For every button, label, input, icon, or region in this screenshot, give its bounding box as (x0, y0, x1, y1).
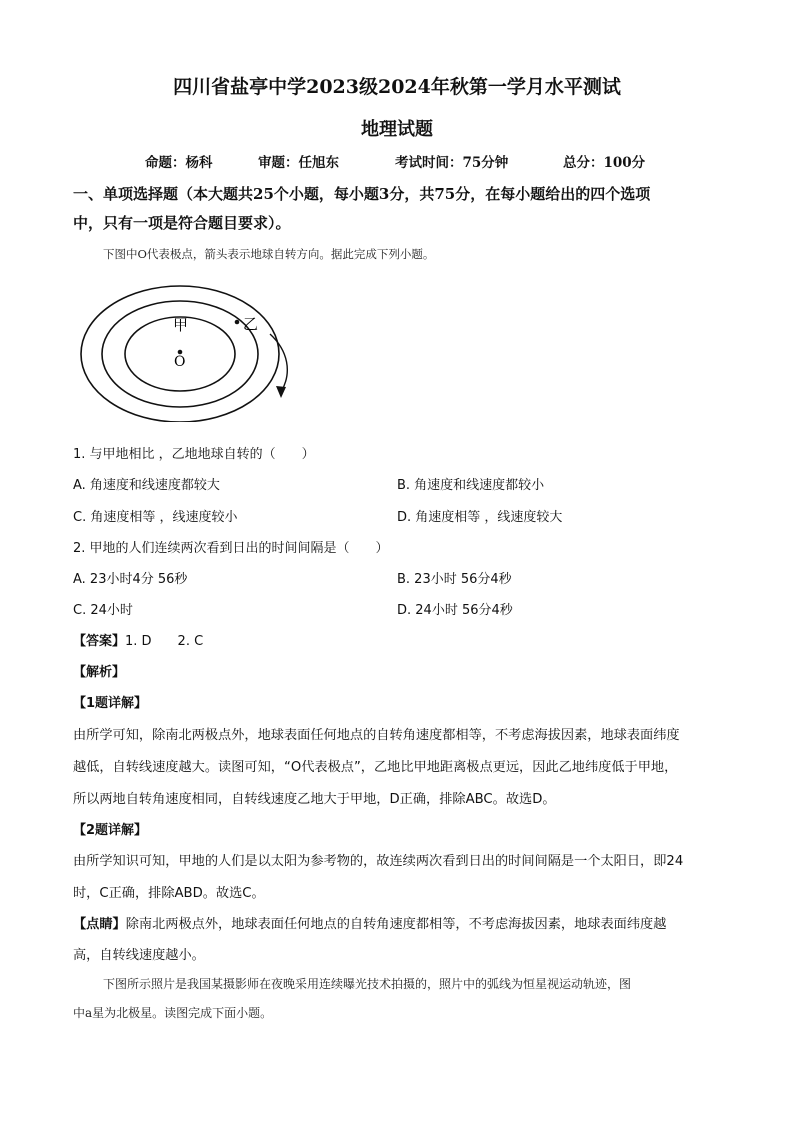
detail1-line1: 由所学可知，除南北两极点外，地球表面任何地点的自转角速度都相等，不考虑海拔因素，地球表面纬度 (73, 728, 680, 743)
label-jia: 甲 (173, 316, 189, 334)
label-o: O (174, 354, 186, 370)
figure2-intro-line1: 下图所示照片是我国某摄影师在夜晚采用连续曝光技术拍摄的，照片中的弧线为恒星视运动轨迹，图 (103, 977, 632, 991)
exam-subtitle: 地理试题 (361, 119, 433, 140)
analysis-label: 【解析】 (73, 665, 126, 680)
author-info: 命题：杨科 (145, 155, 213, 171)
tip-line2: 高，自转线速度越小。 (73, 948, 205, 963)
q2-option-a: A. 23小时4分 56秒 (73, 572, 188, 587)
answer-label: 【答案】 (73, 634, 126, 649)
q2-option-c: C. 24小时 (73, 603, 133, 618)
tip-text: 除南北两极点外，地球表面任何地点的自转角速度都相等，不考虑海拔因素，地球表面纬度越 (125, 917, 667, 932)
detail1-label: 【1题详解】 (73, 696, 148, 711)
q1-option-b: B. 角速度和线速度都较小 (397, 478, 545, 493)
total-score: 总分：100分 (563, 155, 646, 171)
detail2-line1: 由所学知识可知，甲地的人们是以太阳为参考物的，故连续两次看到日出的时间间隔是一个太阳日，即24 (73, 854, 684, 869)
tip-line1 (73, 913, 666, 932)
detail2-line2: 时，C正确，排除ABD。故选C。 (73, 886, 265, 901)
rotation-arrow-icon (276, 386, 286, 398)
answer-line (73, 630, 203, 649)
tip-label: 【点睛】 (73, 917, 126, 932)
q1-stem: 1. 与甲地相比 ，乙地地球自转的（ ） (73, 447, 315, 462)
section-heading-line2: 中，只有一项是符合题目要求）。 (73, 214, 291, 232)
q2-option-b: B. 23小时 56分4秒 (397, 572, 512, 587)
label-yi: 乙 (243, 315, 259, 333)
q2-stem: 2. 甲地的人们连续两次看到日出的时间间隔是（ ） (73, 541, 389, 556)
detail2-label: 【2题详解】 (73, 823, 148, 838)
q2-option-d: D. 24小时 56分4秒 (397, 603, 513, 618)
polar-diagram (78, 272, 308, 422)
exam-title: 四川省盐亭中学2023级2024年秋第一学月水平测试 (173, 76, 621, 98)
exam-time: 考试时间：75分钟 (395, 155, 509, 171)
q1-option-a: A. 角速度和线速度都较大 (73, 478, 220, 493)
detail1-line3: 所以两地自转角速度相同，自转线速度乙地大于甲地，D正确，排除ABC。故选D。 (73, 792, 556, 807)
figure1-intro: 下图中O代表极点，箭头表示地球自转方向。据此完成下列小题。 (103, 247, 435, 261)
yi-dot (235, 320, 240, 325)
q1-option-c: C. 角速度相等 ，线速度较小 (73, 510, 238, 525)
detail1-line2: 越低，自转线速度越大。读图可知，“O代表极点”，乙地比甲地距离极点更远，因此乙地纬度低于甲地， (73, 760, 678, 775)
q1-option-d: D. 角速度相等 ，线速度较大 (397, 510, 563, 525)
reviewer-info: 审题：任旭东 (258, 155, 339, 171)
figure2-intro-line2: 中a星为北极星。读图完成下面小题。 (73, 1006, 273, 1020)
answer-text: 1. D 2. C (125, 634, 204, 649)
section-heading-line1: 一、单项选择题（本大题共25个小题，每小题3分，共75分，在每小题给出的四个选项 (73, 185, 651, 203)
